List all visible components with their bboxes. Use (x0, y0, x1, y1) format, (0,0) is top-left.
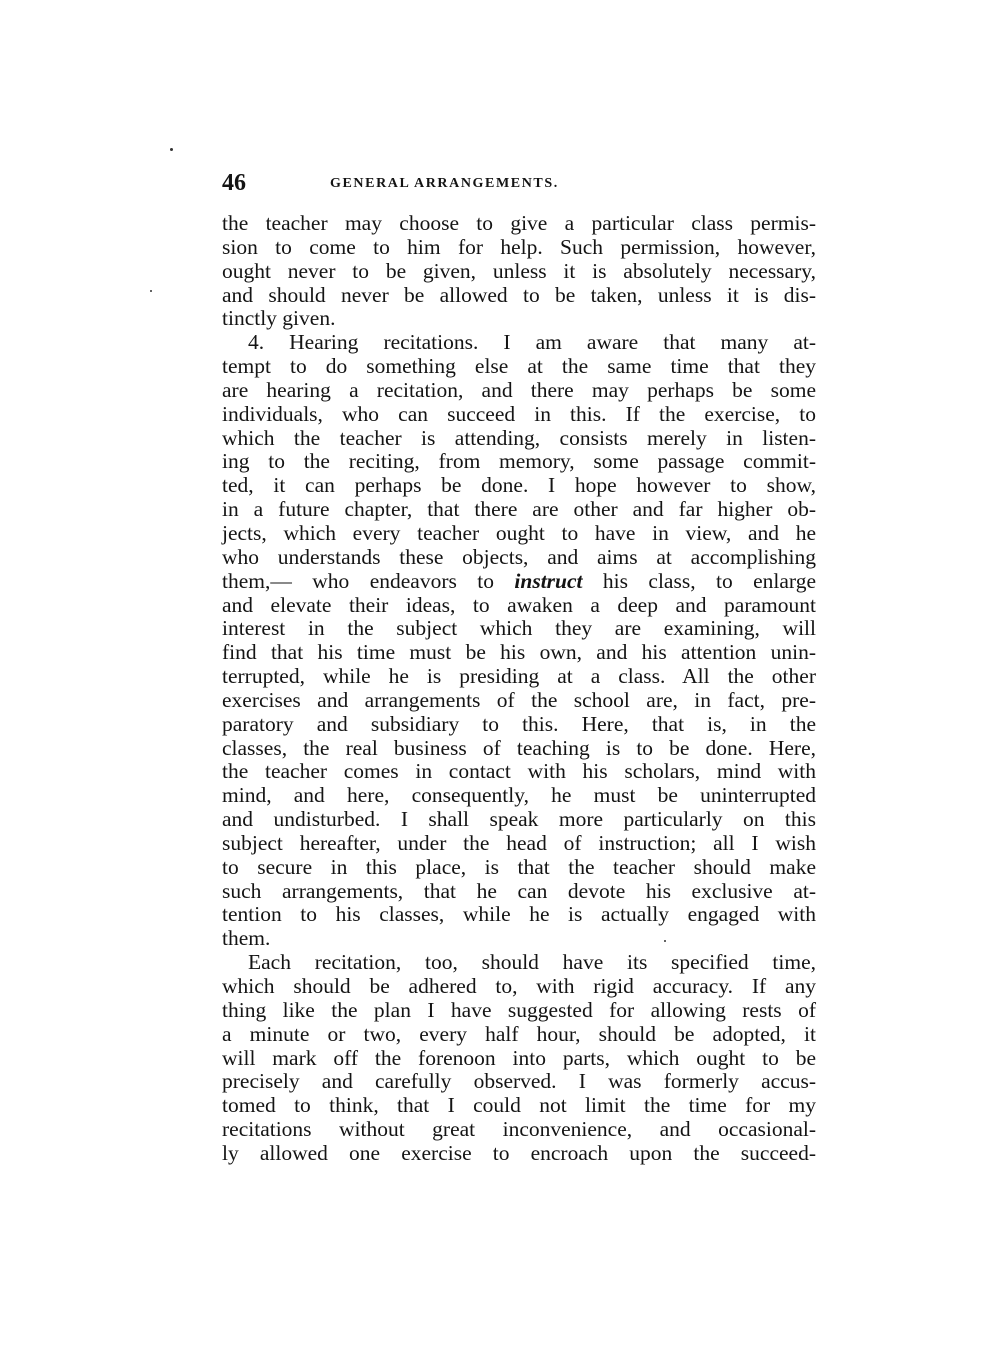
text-line: and elevate their ideas, to awaken a deep and paramount (222, 592, 816, 617)
text-line: and undisturbed. I shall speak more particularly on this (222, 807, 816, 832)
text-line: Each recitation, too, should have its specified time, (248, 950, 816, 975)
running-head: GENERAL ARRANGEMENTS. (330, 176, 559, 191)
text-line: ly allowed one exercise to encroach upon the succeed- (222, 1140, 816, 1165)
body-text (222, 212, 816, 1166)
text-line: a minute or two, every half hour, should be adopted, it (222, 1021, 816, 1046)
text-line: mind, and here, consequently, he must be uninterrupted (222, 783, 816, 808)
text-line: ing to the reciting, from memory, some passage commit- (222, 449, 816, 474)
text-line: terrupted, while he is presiding at a class. All the other (222, 664, 816, 689)
text-line: and should never be allowed to be taken, unless it is dis- (222, 282, 816, 307)
text-line: tomed to think, that I could not limit the time for my (222, 1093, 816, 1118)
text-line: to secure in this place, is that the teacher should make (222, 854, 816, 879)
text-line: thing like the plan I have suggested for allowing rests of (222, 997, 816, 1022)
italic-word: instruct (514, 568, 583, 593)
text-line: tempt to do something else at the same time that they (222, 354, 816, 379)
text-line: tinctly given. (222, 306, 336, 331)
text-line: 4. Hearing recitations. I am aware that many at- (248, 330, 816, 355)
text-line: them. (222, 926, 271, 951)
page-number: 46 (222, 170, 246, 196)
text-line: exercises and arrangements of the school are, in fact, pre- (222, 687, 816, 712)
text-line: which the teacher is attending, consists merely in listen- (222, 425, 816, 450)
text-line: who understands these objects, and aims at accomplishing (222, 544, 816, 569)
text-line: tention to his classes, while he is actually engaged with (222, 902, 816, 927)
text-line: find that his time must be his own, and his attention unin- (222, 640, 816, 665)
text-line: sion to come to him for help. Such permission, however, (222, 234, 816, 259)
text-line (222, 570, 816, 594)
text-line: classes, the real business of teaching is to be done. Here, (222, 735, 816, 760)
text-line: paratory and subsidiary to this. Here, that is, in the (222, 711, 816, 736)
text-line: which should be adhered to, with rigid accuracy. If any (222, 974, 816, 998)
text-line: precisely and carefully observed. I was formerly accus- (222, 1069, 816, 1094)
text-segment: them,— who endeavors to (222, 568, 515, 593)
text-line: ought never to be given, unless it is absolutely necessary, (222, 258, 816, 283)
text-line: ted, it can perhaps be done. I hope however to show, (222, 473, 816, 498)
text-line: recitations without great inconvenience, and occasional- (222, 1117, 816, 1142)
text-segment: his class, to enlarge (582, 568, 816, 593)
text-line: subject hereafter, under the head of instruction; all I wish (222, 830, 816, 855)
ink-speck (150, 290, 152, 292)
text-line: in a future chapter, that there are other and far higher ob- (222, 497, 816, 522)
text-line: individuals, who can succeed in this. If the exercise, to (222, 401, 816, 426)
page-header (222, 168, 814, 198)
text-line: the teacher comes in contact with his scholars, mind with (222, 759, 816, 784)
text-line: the teacher may choose to give a particular class permis- (222, 211, 816, 235)
text-line: interest in the subject which they are examining, will (222, 616, 816, 641)
text-line: are hearing a recitation, and there may perhaps be some (222, 377, 816, 402)
text-line: jects, which every teacher ought to have in view, and he (222, 520, 816, 545)
text-line: will mark off the forenoon into parts, which ought to be (222, 1045, 816, 1070)
text-line: such arrangements, that he can devote his exclusive at- (222, 878, 816, 903)
ink-speck (170, 148, 173, 151)
